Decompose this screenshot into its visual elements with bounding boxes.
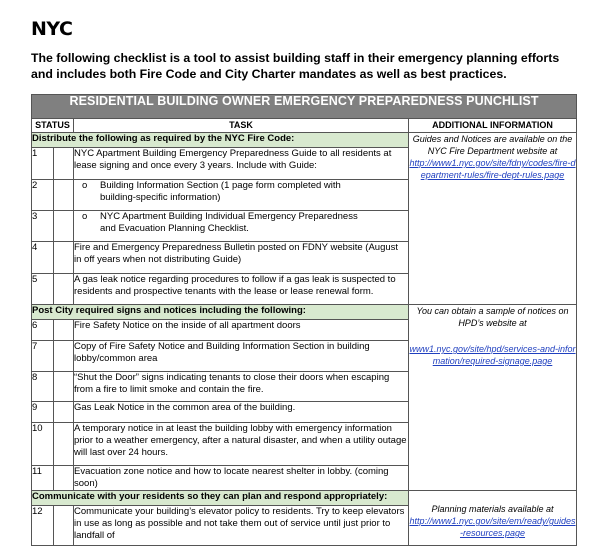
info-text: You can obtain a sample of notices on HPD’s website at	[416, 306, 569, 328]
info-text: Guides and Notices are available on the NYC Fire Department website at	[412, 134, 573, 156]
row-number: 4	[32, 242, 54, 274]
status-checkbox-cell[interactable]	[54, 466, 74, 491]
status-checkbox-cell[interactable]	[54, 506, 74, 546]
row-number: 9	[32, 402, 54, 423]
info-cell-hpd	[409, 305, 577, 491]
info-cell-fire-dept	[409, 133, 577, 305]
status-checkbox-cell[interactable]	[54, 274, 74, 305]
task-text: NYC Apartment Building Individual Emergency Preparedness and Evacuation Planning Checklist.	[100, 211, 358, 234]
row-number: 10	[32, 423, 54, 466]
task-text: Gas Leak Notice in the common area of the building.	[74, 402, 409, 423]
task-text: “Shut the Door” signs indicating tenants to close their doors when escaping from a fire to limit smoke and contain the fire.	[74, 372, 409, 402]
row-number: 7	[32, 341, 54, 372]
column-header-task: TASK	[74, 119, 409, 133]
task-text: Communicate your building’s elevator policy to residents. Try to keep elevators in use as long as possible and not take them out of service until just prior to landfall of	[74, 506, 409, 546]
row-number: 2	[32, 180, 54, 211]
row-number: 8	[32, 372, 54, 402]
status-checkbox-cell[interactable]	[54, 242, 74, 274]
row-number: 5	[32, 274, 54, 305]
task-text: Fire and Emergency Preparedness Bulletin posted on FDNY website (August in off years when not distributing Guide)	[74, 242, 409, 274]
status-checkbox-cell[interactable]	[54, 341, 74, 372]
section-heading: Communicate with your residents so they can plan and respond appropriately:	[32, 491, 409, 506]
bullet-marker: o	[82, 180, 88, 191]
task-text: NYC Apartment Building Emergency Preparedness Guide to all residents at lease signing and once every 3 years. Include with Guide:	[74, 148, 409, 180]
status-checkbox-cell[interactable]	[54, 148, 74, 180]
row-number: 11	[32, 466, 54, 491]
column-header-status: STATUS	[32, 119, 74, 133]
status-checkbox-cell[interactable]	[54, 180, 74, 211]
section-heading: Distribute the following as required by the NYC Fire Code:	[32, 133, 409, 148]
status-checkbox-cell[interactable]	[54, 402, 74, 423]
status-checkbox-cell[interactable]	[54, 211, 74, 242]
task-text: A temporary notice in at least the building lobby with emergency information prior to a weather emergency, after a natural disaster, and when a utility outage will last over 24 hours.	[74, 423, 409, 466]
row-number: 12	[32, 506, 54, 546]
column-header-additional-information: ADDITIONAL INFORMATION	[409, 119, 577, 133]
status-checkbox-cell[interactable]	[54, 423, 74, 466]
hpd-signage-link[interactable]: www1.nyc.gov/site/hpd/services-and-information/required-signage.page	[409, 344, 576, 366]
task-text: Evacuation zone notice and how to locate nearest shelter in lobby. (coming soon)	[74, 466, 409, 491]
task-text: Fire Safety Notice on the inside of all apartment doors	[74, 320, 409, 341]
bullet-marker: o	[82, 211, 88, 222]
intro-paragraph: The following checklist is a tool to assist building staff in their emergency planning efforts and includes both Fire Code and City Charter mandates as well as best practices.	[31, 51, 560, 81]
info-text: Planning materials available at	[431, 504, 554, 514]
section-heading: Post City required signs and notices including the following:	[32, 305, 409, 320]
status-checkbox-cell[interactable]	[54, 372, 74, 402]
task-text: A gas leak notice regarding procedures to follow if a gas leak is suspected to residents and prospective tenants with the lease or lease renewal form.	[74, 274, 409, 305]
row-number: 3	[32, 211, 54, 242]
row-number: 6	[32, 320, 54, 341]
nyc-logo: NYC	[31, 18, 73, 40]
task-text: Building Information Section (1 page form completed with building-specific information)	[100, 180, 341, 203]
row-number: 1	[32, 148, 54, 180]
punchlist-table	[31, 94, 577, 546]
table-title: RESIDENTIAL BUILDING OWNER EMERGENCY PREPAREDNESS PUNCHLIST	[32, 95, 577, 119]
info-cell-em	[409, 491, 577, 546]
task-text: Copy of Fire Safety Notice and Building Information Section in building lobby/common area	[74, 341, 409, 372]
fdny-rules-link[interactable]: http://www1.nyc.gov/site/fdny/codes/fire-department-rules/fire-dept-rules.page	[409, 158, 576, 180]
em-resources-link[interactable]: http://www1.nyc.gov/site/em/ready/guides-resources.page	[409, 516, 576, 538]
status-checkbox-cell[interactable]	[54, 320, 74, 341]
